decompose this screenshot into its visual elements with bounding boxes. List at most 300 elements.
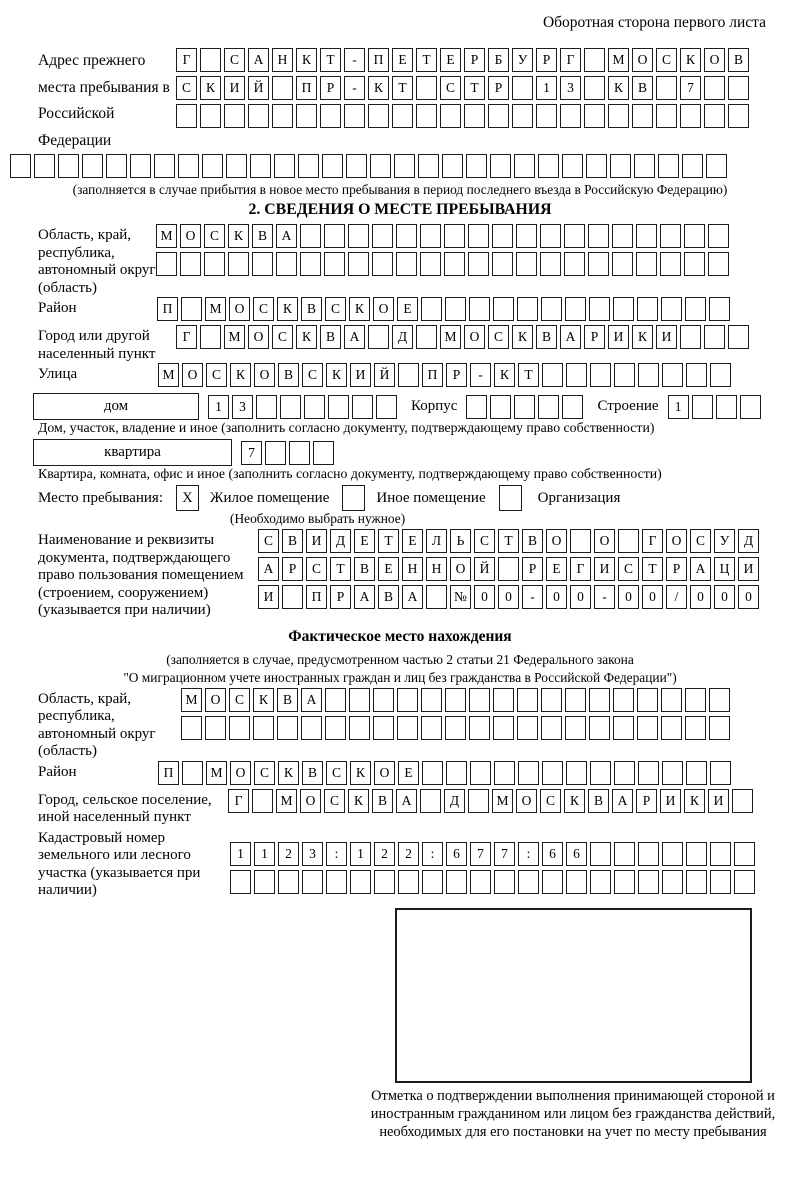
char-cell: О	[205, 688, 226, 712]
char-cell	[397, 688, 418, 712]
char-cell: Д	[392, 325, 413, 349]
option-org-label: Организация	[537, 489, 621, 506]
char-cell	[250, 154, 271, 178]
char-cell	[176, 104, 197, 128]
char-cell: С	[204, 224, 225, 248]
char-cell: Р	[446, 363, 467, 387]
char-cell	[682, 154, 703, 178]
char-cell	[614, 870, 635, 894]
char-cell	[372, 252, 393, 276]
gorod-block	[38, 325, 800, 363]
char-cell	[686, 870, 707, 894]
char-cell	[445, 688, 466, 712]
char-cell	[422, 870, 443, 894]
char-cell: П	[368, 48, 389, 72]
char-cell: Г	[642, 529, 663, 553]
char-cell	[685, 297, 706, 321]
factual-oblast-block	[38, 688, 800, 761]
factual-raion-block	[38, 761, 800, 789]
char-cell	[661, 716, 682, 740]
char-cell	[566, 870, 587, 894]
char-cell	[421, 297, 442, 321]
char-cell: С	[325, 297, 346, 321]
char-cell	[296, 104, 317, 128]
char-cell	[396, 252, 417, 276]
char-cell: К	[326, 363, 347, 387]
factual-oblast-row-2	[181, 716, 733, 740]
factual-gorod-row	[228, 789, 756, 813]
oblast-grid	[156, 224, 732, 280]
char-cell	[566, 761, 587, 785]
char-cell: К	[680, 48, 701, 72]
char-cell	[444, 224, 465, 248]
char-cell: 3	[302, 842, 323, 866]
char-cell: №	[450, 585, 471, 609]
char-cell	[154, 154, 175, 178]
char-cell: В	[378, 585, 399, 609]
char-cell: П	[158, 761, 179, 785]
char-cell: /	[666, 585, 687, 609]
char-cell	[200, 325, 221, 349]
mesto-block	[38, 485, 800, 511]
char-cell: О	[374, 761, 395, 785]
char-cell	[265, 441, 286, 465]
char-cell	[590, 870, 611, 894]
char-cell	[493, 297, 514, 321]
char-cell	[277, 716, 298, 740]
char-cell: М	[440, 325, 461, 349]
char-cell	[493, 716, 514, 740]
char-cell	[350, 870, 371, 894]
char-cell	[710, 363, 731, 387]
char-cell	[226, 154, 247, 178]
char-cell	[660, 252, 681, 276]
char-cell	[538, 395, 559, 419]
stamp-area	[395, 908, 752, 1083]
char-cell	[590, 761, 611, 785]
char-cell	[464, 104, 485, 128]
char-cell: С	[302, 363, 323, 387]
char-cell: А	[344, 325, 365, 349]
char-cell	[638, 761, 659, 785]
char-cell	[416, 76, 437, 100]
char-cell	[614, 761, 635, 785]
char-cell: К	[348, 789, 369, 813]
char-cell: Г	[228, 789, 249, 813]
char-cell: -	[470, 363, 491, 387]
char-cell	[205, 716, 226, 740]
char-cell	[538, 154, 559, 178]
char-cell	[313, 441, 334, 465]
char-cell: Г	[560, 48, 581, 72]
char-cell	[181, 297, 202, 321]
char-cell	[709, 297, 730, 321]
char-cell	[608, 104, 629, 128]
char-cell	[392, 104, 413, 128]
prev-address-row-3	[176, 104, 752, 128]
char-cell: И	[258, 585, 279, 609]
char-cell: 0	[690, 585, 711, 609]
char-cell: П	[157, 297, 178, 321]
char-cell: М	[608, 48, 629, 72]
char-cell: О	[666, 529, 687, 553]
document-label: Наименование и реквизиты документа, подтверждающего право пользования помещением (строением, сооружением) (указывается при наличии)	[38, 532, 244, 618]
factual-oblast-label: Область, край, республика, автономный округ (область)	[38, 690, 156, 759]
char-cell: :	[518, 842, 539, 866]
char-cell	[613, 716, 634, 740]
checkbox-inoe	[342, 485, 365, 511]
char-cell	[344, 104, 365, 128]
char-cell: -	[344, 48, 365, 72]
char-cell	[584, 48, 605, 72]
char-cell: У	[714, 529, 735, 553]
stroenie-label: Строение	[597, 398, 659, 414]
prev-address-label: Адрес прежнего места пребывания в Российской Федерации	[38, 52, 170, 149]
char-cell	[325, 716, 346, 740]
char-cell	[324, 224, 345, 248]
char-cell	[426, 585, 447, 609]
char-cell: К	[368, 76, 389, 100]
char-cell: Е	[440, 48, 461, 72]
char-cell: 1	[350, 842, 371, 866]
factual-gorod-block	[38, 789, 800, 827]
char-cell	[490, 154, 511, 178]
char-cell: Л	[426, 529, 447, 553]
char-cell: В	[354, 557, 375, 581]
char-cell: :	[326, 842, 347, 866]
char-cell: С	[258, 529, 279, 553]
char-cell	[446, 761, 467, 785]
char-cell: С	[306, 557, 327, 581]
char-cell	[686, 761, 707, 785]
char-cell	[709, 716, 730, 740]
char-cell: О	[594, 529, 615, 553]
char-cell	[398, 870, 419, 894]
char-cell: М	[224, 325, 245, 349]
kadastr-row-2	[230, 870, 758, 894]
char-cell	[614, 842, 635, 866]
char-cell: М	[492, 789, 513, 813]
char-cell	[488, 104, 509, 128]
char-cell: К	[564, 789, 585, 813]
char-cell: Р	[636, 789, 657, 813]
char-cell	[540, 252, 561, 276]
char-cell	[541, 297, 562, 321]
char-cell	[638, 870, 659, 894]
char-cell	[661, 297, 682, 321]
char-cell	[637, 688, 658, 712]
char-cell	[494, 761, 515, 785]
char-cell	[636, 252, 657, 276]
char-cell: И	[708, 789, 729, 813]
char-cell	[680, 104, 701, 128]
char-cell: С	[440, 76, 461, 100]
char-cell: Е	[354, 529, 375, 553]
oblast-row-2	[156, 252, 732, 276]
kadastr-grid	[230, 842, 758, 898]
char-cell	[542, 761, 563, 785]
char-cell	[252, 252, 273, 276]
kvartira-block	[33, 439, 800, 466]
char-cell	[656, 104, 677, 128]
oblast-block	[38, 224, 800, 297]
char-cell: Т	[320, 48, 341, 72]
char-cell	[182, 761, 203, 785]
char-cell: О	[373, 297, 394, 321]
char-cell	[706, 154, 727, 178]
char-cell	[298, 154, 319, 178]
char-cell: Й	[248, 76, 269, 100]
char-cell: А	[301, 688, 322, 712]
char-cell	[684, 224, 705, 248]
factual-caption-2: "О миграционном учете иностранных граждан и лиц без гражданства в Российской Федерации")	[123, 669, 677, 685]
char-cell	[710, 842, 731, 866]
option-zhiloe-label: Жилое помещение	[210, 489, 330, 506]
char-cell: С	[618, 557, 639, 581]
char-cell: В	[632, 76, 653, 100]
char-cell: С	[206, 363, 227, 387]
factual-raion-row	[158, 761, 734, 785]
factual-caption-1: (заполняется в случае, предусмотренном частью 2 статьи 21 Федерального закона	[166, 651, 634, 667]
char-cell: 6	[446, 842, 467, 866]
char-cell: Р	[488, 76, 509, 100]
document-row-3	[258, 585, 762, 609]
char-cell	[662, 761, 683, 785]
char-cell	[324, 252, 345, 276]
char-cell	[282, 585, 303, 609]
char-cell	[228, 252, 249, 276]
char-cell	[272, 76, 293, 100]
char-cell	[130, 154, 151, 178]
char-cell	[396, 224, 417, 248]
char-cell	[516, 224, 537, 248]
char-cell: А	[276, 224, 297, 248]
char-cell: Г	[176, 48, 197, 72]
char-cell: Р	[464, 48, 485, 72]
factual-title: Фактическое место нахождения	[288, 627, 512, 645]
char-cell: С	[488, 325, 509, 349]
char-cell: Е	[378, 557, 399, 581]
char-cell: В	[728, 48, 749, 72]
page-side-note: Оборотная сторона первого листа	[542, 14, 766, 31]
char-cell	[614, 363, 635, 387]
char-cell	[253, 716, 274, 740]
char-cell	[469, 716, 490, 740]
char-cell: 3	[560, 76, 581, 100]
char-cell	[445, 716, 466, 740]
char-cell	[516, 252, 537, 276]
char-cell	[565, 688, 586, 712]
char-cell	[512, 104, 533, 128]
char-cell: Д	[444, 789, 465, 813]
factual-gorod-label: Город, сельское поселение, иной населенный пункт	[38, 791, 212, 825]
char-cell: М	[276, 789, 297, 813]
char-cell	[470, 870, 491, 894]
char-cell: В	[522, 529, 543, 553]
char-cell	[494, 870, 515, 894]
char-cell: С	[326, 761, 347, 785]
char-cell	[586, 154, 607, 178]
char-cell	[348, 224, 369, 248]
char-cell	[352, 395, 373, 419]
char-cell: А	[248, 48, 269, 72]
char-cell	[420, 224, 441, 248]
char-cell: И	[224, 76, 245, 100]
char-cell	[320, 104, 341, 128]
char-cell	[541, 688, 562, 712]
char-cell: К	[350, 761, 371, 785]
char-cell: В	[282, 529, 303, 553]
char-cell	[658, 154, 679, 178]
char-cell	[373, 716, 394, 740]
prev-address-row-2	[176, 76, 752, 100]
char-cell	[588, 224, 609, 248]
document-block	[38, 529, 800, 620]
char-cell	[541, 716, 562, 740]
char-cell: 7	[680, 76, 701, 100]
char-cell	[685, 688, 706, 712]
char-cell: С	[254, 761, 275, 785]
checkbox-org	[499, 485, 522, 511]
char-cell: С	[224, 48, 245, 72]
char-cell: 1	[254, 842, 275, 866]
char-cell	[229, 716, 250, 740]
char-cell	[446, 870, 467, 894]
char-cell: 0	[714, 585, 735, 609]
char-cell	[704, 325, 725, 349]
char-cell	[613, 297, 634, 321]
char-cell: А	[354, 585, 375, 609]
mesto-label: Место пребывания:	[38, 489, 163, 506]
char-cell: 7	[241, 441, 262, 465]
char-cell	[468, 224, 489, 248]
char-cell	[686, 363, 707, 387]
char-cell	[326, 870, 347, 894]
char-cell: В	[301, 297, 322, 321]
char-cell: А	[402, 585, 423, 609]
char-cell: Е	[398, 761, 419, 785]
char-cell: В	[372, 789, 393, 813]
char-cell	[517, 688, 538, 712]
prev-address-block	[38, 48, 800, 154]
char-cell	[34, 154, 55, 178]
char-cell: 1	[230, 842, 251, 866]
char-cell	[686, 842, 707, 866]
char-cell	[680, 325, 701, 349]
char-cell	[610, 154, 631, 178]
char-cell	[468, 252, 489, 276]
char-cell: И	[594, 557, 615, 581]
char-cell	[272, 104, 293, 128]
char-cell	[58, 154, 79, 178]
char-cell	[445, 297, 466, 321]
char-cell	[734, 870, 755, 894]
char-cell: 0	[570, 585, 591, 609]
char-cell: Р	[536, 48, 557, 72]
char-cell: Г	[176, 325, 197, 349]
char-cell	[590, 842, 611, 866]
char-cell: 1	[208, 395, 229, 419]
korpus-cells	[466, 395, 586, 419]
char-cell	[708, 252, 729, 276]
char-cell	[420, 252, 441, 276]
char-cell: 0	[546, 585, 567, 609]
kadastr-block	[38, 827, 800, 900]
char-cell	[469, 297, 490, 321]
dom-cells	[208, 395, 400, 419]
section2-title: 2. СВЕДЕНИЯ О МЕСТЕ ПРЕБЫВАНИЯ	[248, 201, 552, 218]
oblast-row-1	[156, 224, 732, 248]
char-cell	[82, 154, 103, 178]
char-cell: 2	[398, 842, 419, 866]
char-cell	[349, 688, 370, 712]
char-cell	[704, 104, 725, 128]
char-cell: 2	[278, 842, 299, 866]
char-cell	[376, 395, 397, 419]
char-cell: Р	[330, 585, 351, 609]
dom-box: дом	[33, 393, 199, 420]
char-cell	[469, 688, 490, 712]
char-cell	[728, 325, 749, 349]
char-cell	[692, 395, 713, 419]
char-cell	[589, 297, 610, 321]
char-cell	[422, 761, 443, 785]
char-cell	[638, 363, 659, 387]
char-cell	[200, 104, 221, 128]
char-cell	[716, 395, 737, 419]
char-cell: О	[546, 529, 567, 553]
char-cell: Н	[426, 557, 447, 581]
char-cell	[370, 154, 391, 178]
char-cell: Е	[392, 48, 413, 72]
char-cell	[490, 395, 511, 419]
char-cell	[178, 154, 199, 178]
char-cell: Т	[518, 363, 539, 387]
document-grid	[258, 529, 762, 613]
char-cell	[156, 252, 177, 276]
char-cell	[372, 224, 393, 248]
char-cell: К	[228, 224, 249, 248]
char-cell: О	[632, 48, 653, 72]
char-cell: 0	[618, 585, 639, 609]
char-cell	[200, 48, 221, 72]
dom-caption: Дом, участок, владение и иное (заполнить согласно документу, подтверждающему право собственности)	[38, 420, 655, 435]
char-cell: В	[278, 363, 299, 387]
char-cell	[368, 325, 389, 349]
char-cell: А	[690, 557, 711, 581]
char-cell: Б	[488, 48, 509, 72]
char-cell: О	[704, 48, 725, 72]
char-cell	[584, 104, 605, 128]
char-cell: А	[258, 557, 279, 581]
char-cell: О	[229, 297, 250, 321]
char-cell: П	[296, 76, 317, 100]
factual-oblast-row-1	[181, 688, 733, 712]
char-cell	[565, 716, 586, 740]
char-cell	[304, 395, 325, 419]
char-cell: Д	[738, 529, 759, 553]
char-cell	[660, 224, 681, 248]
char-cell: Т	[392, 76, 413, 100]
char-cell: 0	[642, 585, 663, 609]
char-cell: С	[656, 48, 677, 72]
char-cell	[10, 154, 31, 178]
char-cell	[517, 716, 538, 740]
char-cell	[542, 870, 563, 894]
oblast-label: Область, край, республика, автономный округ (область)	[38, 227, 156, 296]
char-cell	[248, 104, 269, 128]
char-cell: М	[158, 363, 179, 387]
